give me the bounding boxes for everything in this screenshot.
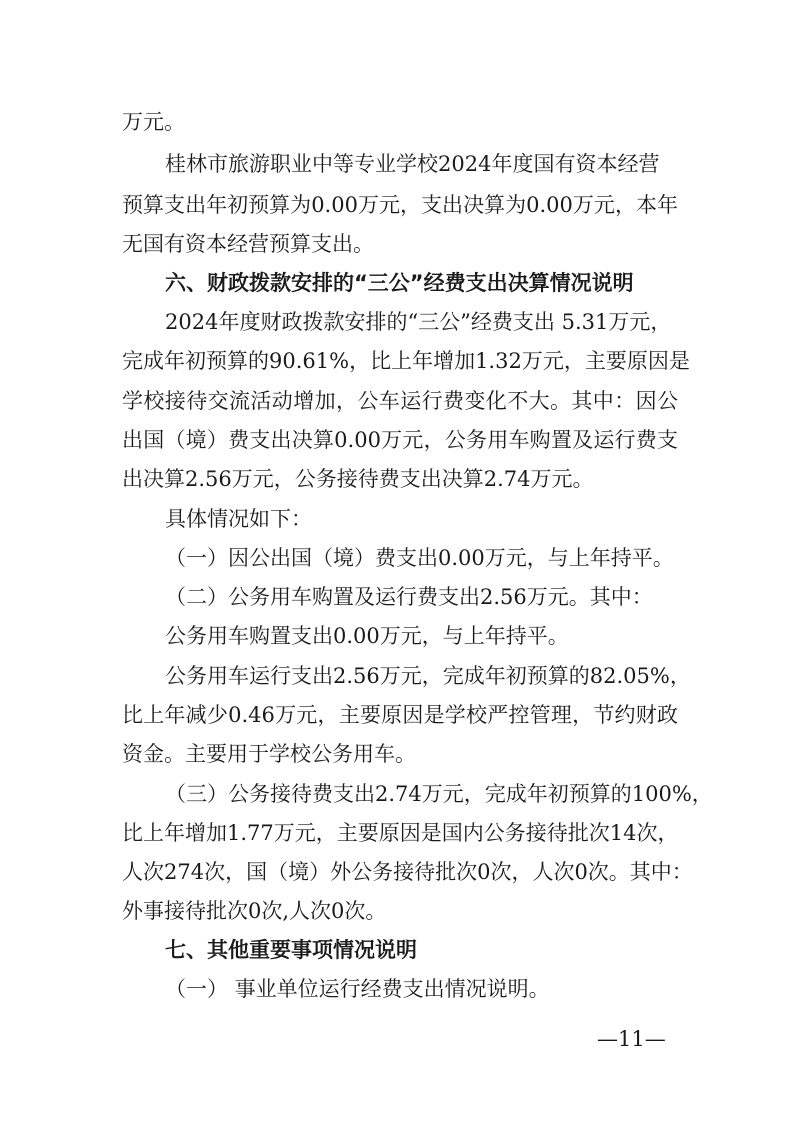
section-heading: 七、其他重要事项情况说明 bbox=[165, 938, 417, 962]
text-line: 2024年度财政拨款安排的“三公”经费支出 5.31万元， bbox=[165, 310, 672, 334]
text-line: 人次274次，国（境）外公务接待批次0次，人次0次。其中： bbox=[122, 860, 693, 884]
text-line: 具体情况如下： bbox=[165, 507, 312, 531]
text-line: 完成年初预算的90.61%，比上年增加1.32万元，主要原因是 bbox=[122, 349, 690, 373]
text-line: 比上年增加1.77万元，主要原因是国内公务接待批次14次， bbox=[122, 821, 679, 845]
text-line: （二）公务用车购置及运行费支出2.56万元。其中： bbox=[165, 585, 653, 609]
text-line: （三）公务接待费支出2.74万元，完成年初预算的100%， bbox=[165, 782, 713, 806]
text-line: 出国（境）费支出决算0.00万元，公务用车购置及运行费支 bbox=[122, 428, 678, 452]
text-line: （一） 事业单位运行经费支出情况说明。 bbox=[165, 977, 550, 1001]
text-line: 学校接待交流活动增加，公车运行费变化不大。其中：因公 bbox=[122, 389, 678, 413]
section-heading: 六、财政拨款安排的“三公”经费支出决算情况说明 bbox=[165, 271, 634, 295]
text-line: 预算支出年初预算为0.00万元，支出决算为0.00万元，本年 bbox=[122, 193, 678, 217]
text-line: 无国有资本经营预算支出。 bbox=[122, 232, 374, 256]
text-line: 万元。 bbox=[122, 110, 185, 134]
text-line: 出决算2.56万元，公务接待费支出决算2.74万元。 bbox=[122, 467, 594, 491]
text-line: 比上年减少0.46万元，主要原因是学校严控管理，节约财政 bbox=[122, 703, 678, 727]
text-line: 公务用车运行支出2.56万元，完成年初预算的82.05%， bbox=[165, 664, 691, 688]
text-line: 资金。主要用于学校公务用车。 bbox=[122, 742, 416, 766]
text-line: （一）因公出国（境）费支出0.00万元，与上年持平。 bbox=[165, 546, 674, 570]
text-line: 公务用车购置支出0.00万元，与上年持平。 bbox=[165, 624, 569, 648]
text-line: 外事接待批次0次,人次0次。 bbox=[122, 899, 387, 923]
page-number: —11— bbox=[597, 1027, 666, 1051]
text-line: 桂林市旅游职业中等专业学校2024年度国有资本经营 bbox=[165, 152, 660, 176]
